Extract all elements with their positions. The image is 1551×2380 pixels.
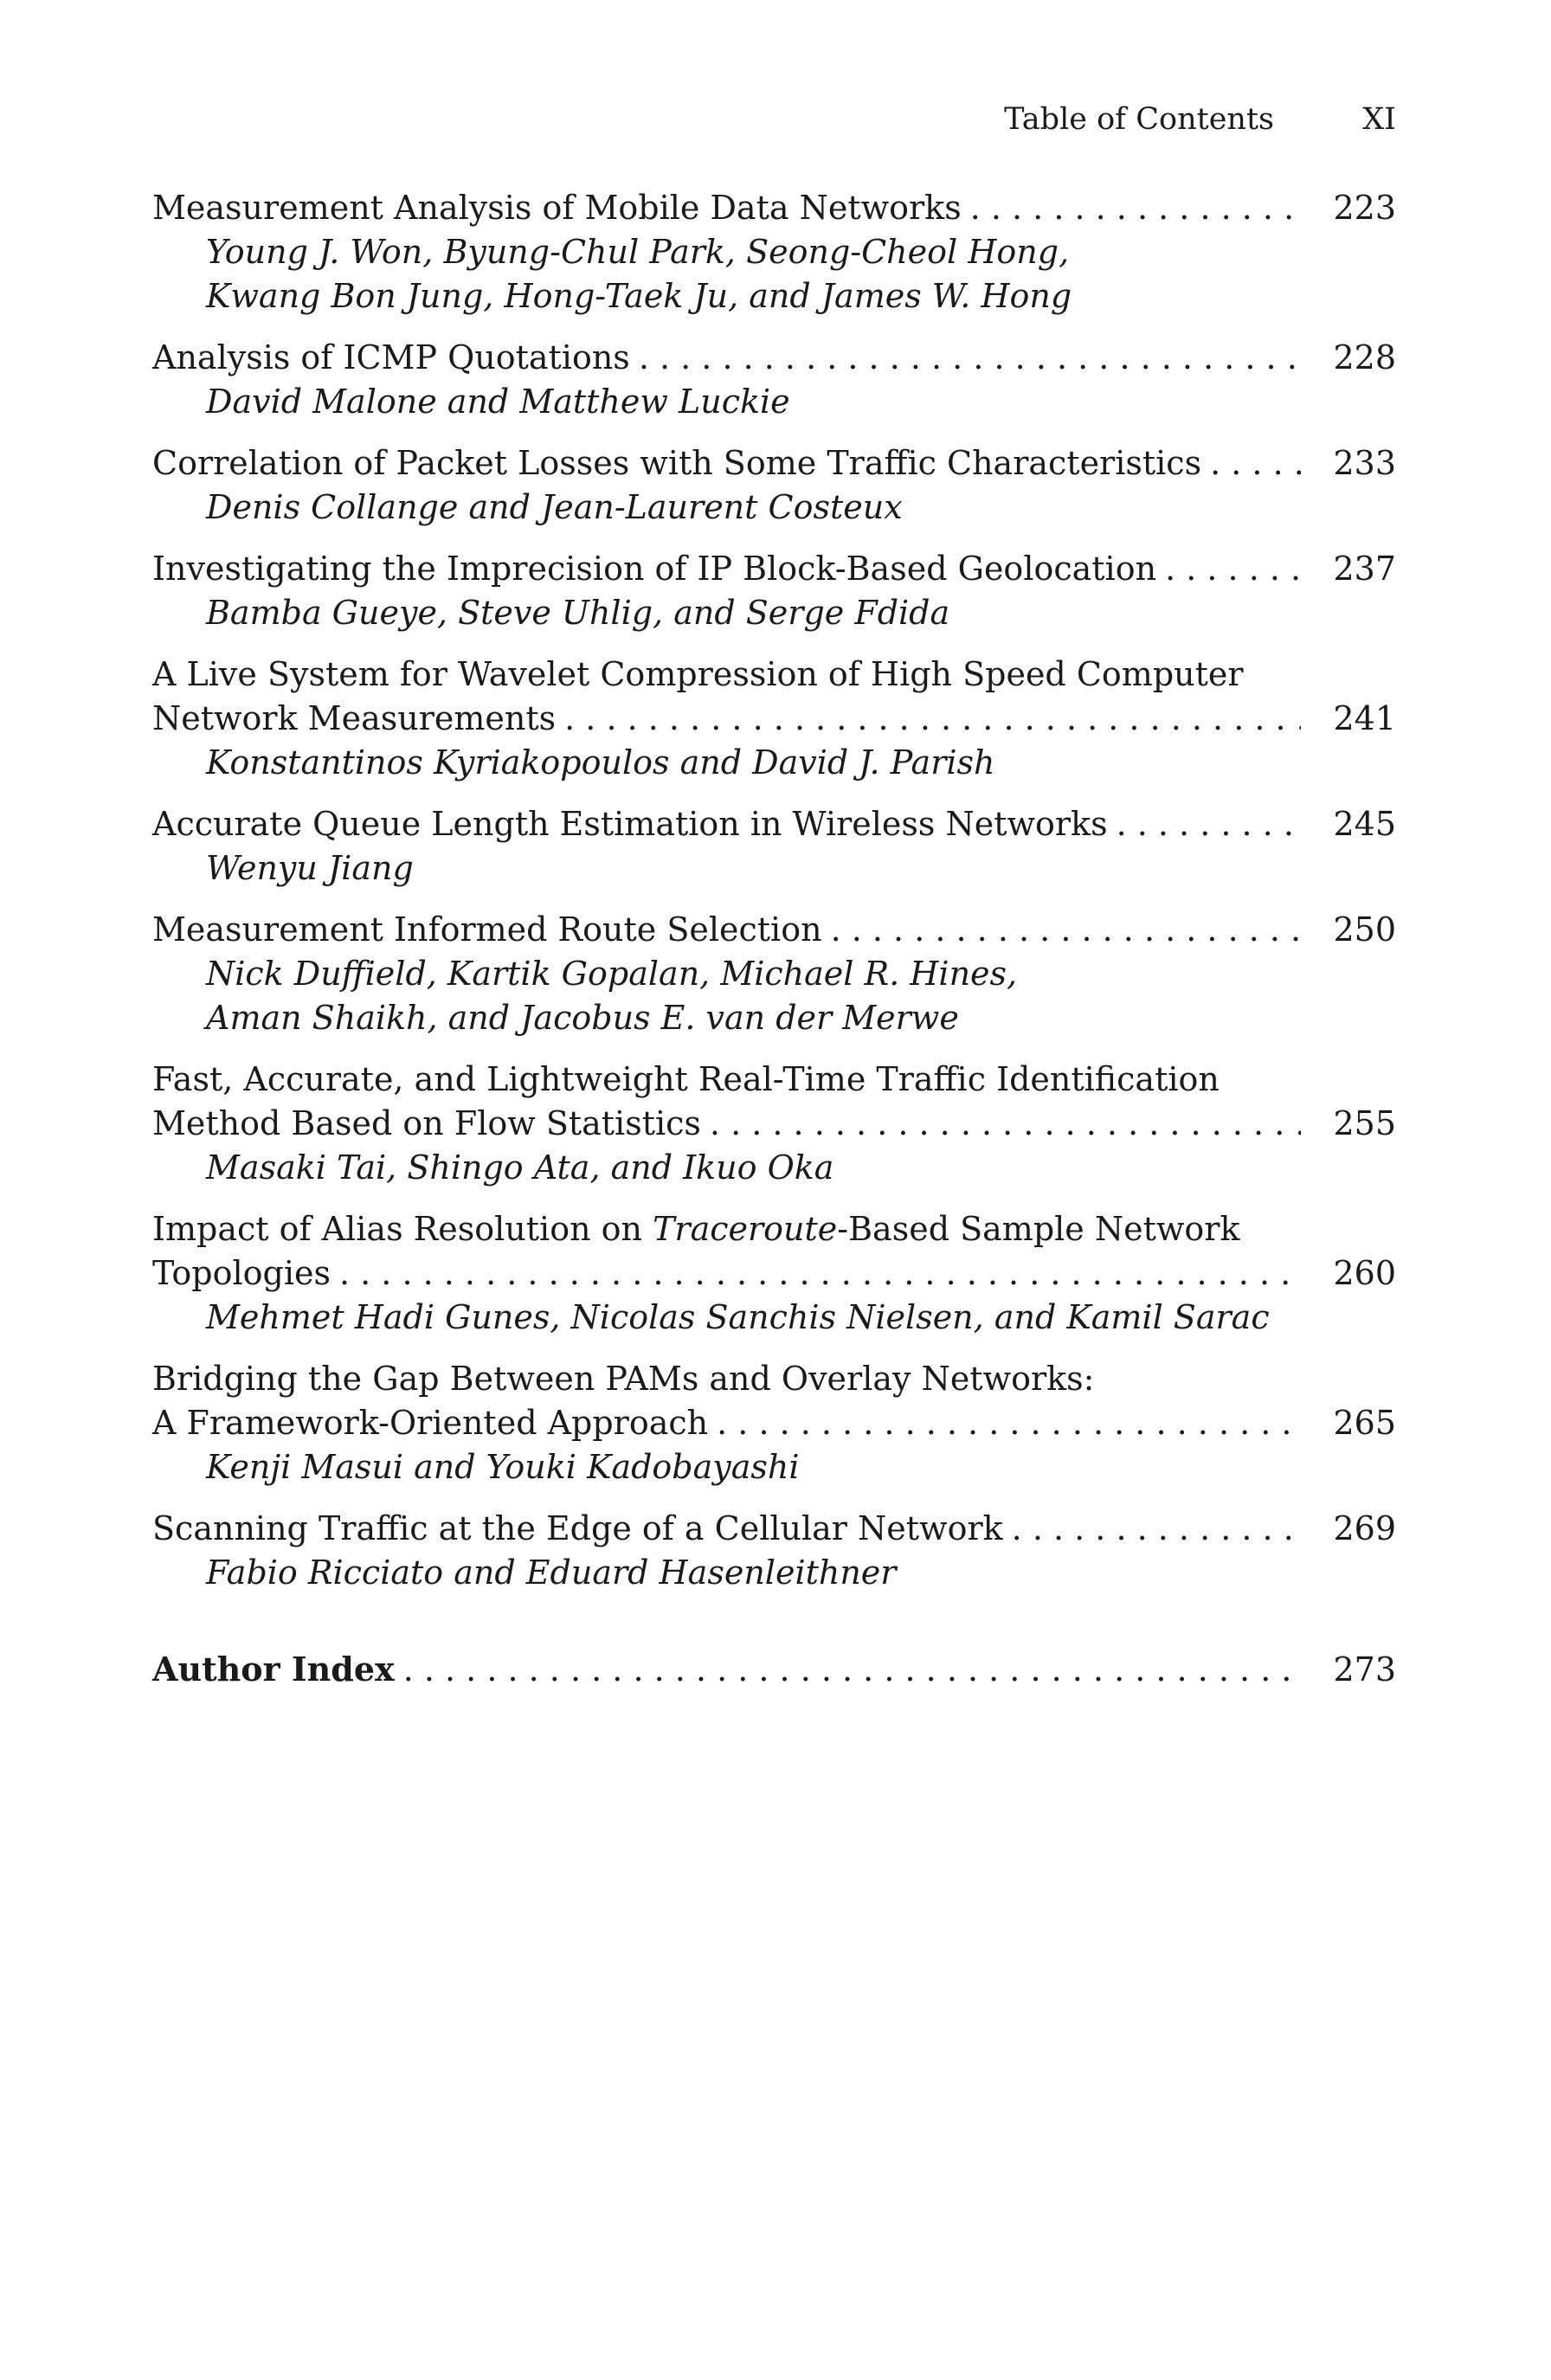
toc-entry-title: Scanning Traffic at the Edge of a Cellular Network <box>152 1509 1003 1547</box>
toc-title-line <box>152 802 1396 846</box>
toc-entry-authors: Young J. Won, Byung-Chul Park, Seong-Cheol Hong, <box>206 233 1070 271</box>
toc-entry-title: Measurement Analysis of Mobile Data Networks <box>152 189 962 227</box>
toc-title-line <box>152 1507 1396 1551</box>
toc-entry-authors: Aman Shaikh, and Jacobus E. van der Merwe <box>206 999 959 1037</box>
toc-entry-title: Investigating the Imprecision of IP Block-Based Geolocation <box>152 550 1157 588</box>
toc-entry-title: Impact of Alias Resolution on Traceroute-Based Sample Network <box>152 1210 1240 1248</box>
dot-leader <box>1003 1507 1301 1551</box>
toc-title-line <box>152 336 1396 380</box>
toc-title-line <box>152 1102 1396 1146</box>
toc-title-line <box>152 653 1396 697</box>
author-index-page-number: 273 <box>1333 1650 1396 1689</box>
running-head-title: Table of Contents <box>1004 102 1274 137</box>
toc-entry-title: Network Measurements <box>152 699 557 737</box>
dot-leader <box>822 908 1301 952</box>
toc-entry-page-number: 250 <box>1333 910 1396 949</box>
toc-entry-page-number: 265 <box>1333 1404 1396 1442</box>
dot-leader <box>962 186 1301 230</box>
toc-entry[interactable] <box>152 441 1396 530</box>
toc-entry-page-number: 228 <box>1333 338 1396 376</box>
toc-entry[interactable] <box>152 547 1396 635</box>
italic-term: Traceroute <box>653 1210 838 1248</box>
dot-leader <box>1201 441 1301 486</box>
toc-entry-authors: Fabio Ricciato and Eduard Hasenleithner <box>206 1553 897 1592</box>
toc-entry-authors: Bamba Gueye, Steve Uhlig, and Serge Fdida <box>206 594 950 632</box>
dot-leader <box>1156 547 1301 591</box>
toc-title-line <box>152 1207 1396 1251</box>
toc-entry-title: Topologies <box>152 1254 331 1292</box>
toc-entry-authors: Konstantinos Kyriakopoulos and David J. Parish <box>206 743 995 782</box>
toc-entry[interactable] <box>152 1357 1396 1489</box>
toc-entry-title: Bridging the Gap Between PAMs and Overlay Networks: <box>152 1360 1095 1398</box>
toc-title-line <box>152 908 1396 952</box>
toc-entry[interactable] <box>152 336 1396 424</box>
toc-title-line <box>152 1357 1396 1401</box>
dot-leader <box>630 336 1301 380</box>
author-index-line <box>152 1647 1396 1691</box>
toc-entry[interactable] <box>152 653 1396 785</box>
dot-leader <box>708 1401 1301 1445</box>
toc-entry-authors: Masaki Tai, Shingo Ata, and Ikuo Oka <box>206 1148 834 1187</box>
toc-entry[interactable] <box>152 186 1396 318</box>
dot-leader <box>331 1251 1301 1296</box>
toc-title-line <box>152 1251 1396 1296</box>
toc-entry-authors: Kenji Masui and Youki Kadobayashi <box>206 1448 800 1486</box>
toc-entry-title: Accurate Queue Length Estimation in Wireless Networks <box>152 805 1108 843</box>
toc-entry-authors: Wenyu Jiang <box>206 849 414 887</box>
dot-leader <box>395 1648 1301 1692</box>
toc-entry-authors: Mehmet Hadi Gunes, Nicolas Sanchis Nielsen, and Kamil Sarac <box>206 1298 1270 1336</box>
toc-entry-authors: Denis Collange and Jean-Laurent Costeux <box>206 488 903 526</box>
toc-entry-page-number: 245 <box>1333 805 1396 843</box>
toc-entry-page-number: 255 <box>1333 1104 1396 1142</box>
toc-entry-page-number: 260 <box>1333 1254 1396 1292</box>
toc-title-line <box>152 186 1396 230</box>
running-head <box>152 98 1396 141</box>
toc-entry-title: Fast, Accurate, and Lightweight Real-Time Traffic Identification <box>152 1060 1220 1098</box>
toc-entry-title: Correlation of Packet Losses with Some Traffic Characteristics <box>152 444 1202 482</box>
dot-leader <box>701 1102 1301 1146</box>
toc-entry[interactable] <box>152 802 1396 891</box>
running-head-page-number: XI <box>1362 102 1396 137</box>
toc-entry-page-number: 223 <box>1333 189 1396 227</box>
toc-entry-page-number: 269 <box>1333 1509 1396 1547</box>
toc-entry[interactable] <box>152 1207 1396 1340</box>
toc-entry-title: Analysis of ICMP Quotations <box>152 338 630 376</box>
toc-entry-authors: Kwang Bon Jung, Hong-Taek Ju, and James W. Hong <box>206 277 1072 315</box>
toc-entry-title: Measurement Informed Route Selection <box>152 910 822 949</box>
toc-entry-page-number: 237 <box>1333 550 1396 588</box>
toc-title-line <box>152 547 1396 591</box>
toc-title-line <box>152 1401 1396 1445</box>
toc-entry-page-number: 241 <box>1333 699 1396 737</box>
toc-entry-authors: Nick Duffield, Kartik Gopalan, Michael R. Hines, <box>206 955 1018 993</box>
toc-entry-title: A Framework-Oriented Approach <box>152 1404 709 1442</box>
toc-entry-page-number: 233 <box>1333 444 1396 482</box>
table-of-contents <box>152 186 1396 1708</box>
toc-title-line <box>152 1058 1396 1102</box>
toc-entry-title: Method Based on Flow Statistics <box>152 1104 701 1142</box>
toc-entry-authors: David Malone and Matthew Luckie <box>206 383 790 421</box>
toc-title-line <box>152 697 1396 741</box>
dot-leader <box>1108 802 1301 846</box>
author-index-entry[interactable] <box>152 1647 1396 1691</box>
dot-leader <box>556 697 1301 741</box>
toc-entry[interactable] <box>152 1507 1396 1595</box>
toc-entry[interactable] <box>152 908 1396 1040</box>
toc-entry[interactable] <box>152 1058 1396 1190</box>
toc-title-line <box>152 441 1396 486</box>
toc-entry-title: A Live System for Wavelet Compression of High Speed Computer <box>152 655 1244 693</box>
author-index-label: Author Index <box>152 1650 395 1689</box>
